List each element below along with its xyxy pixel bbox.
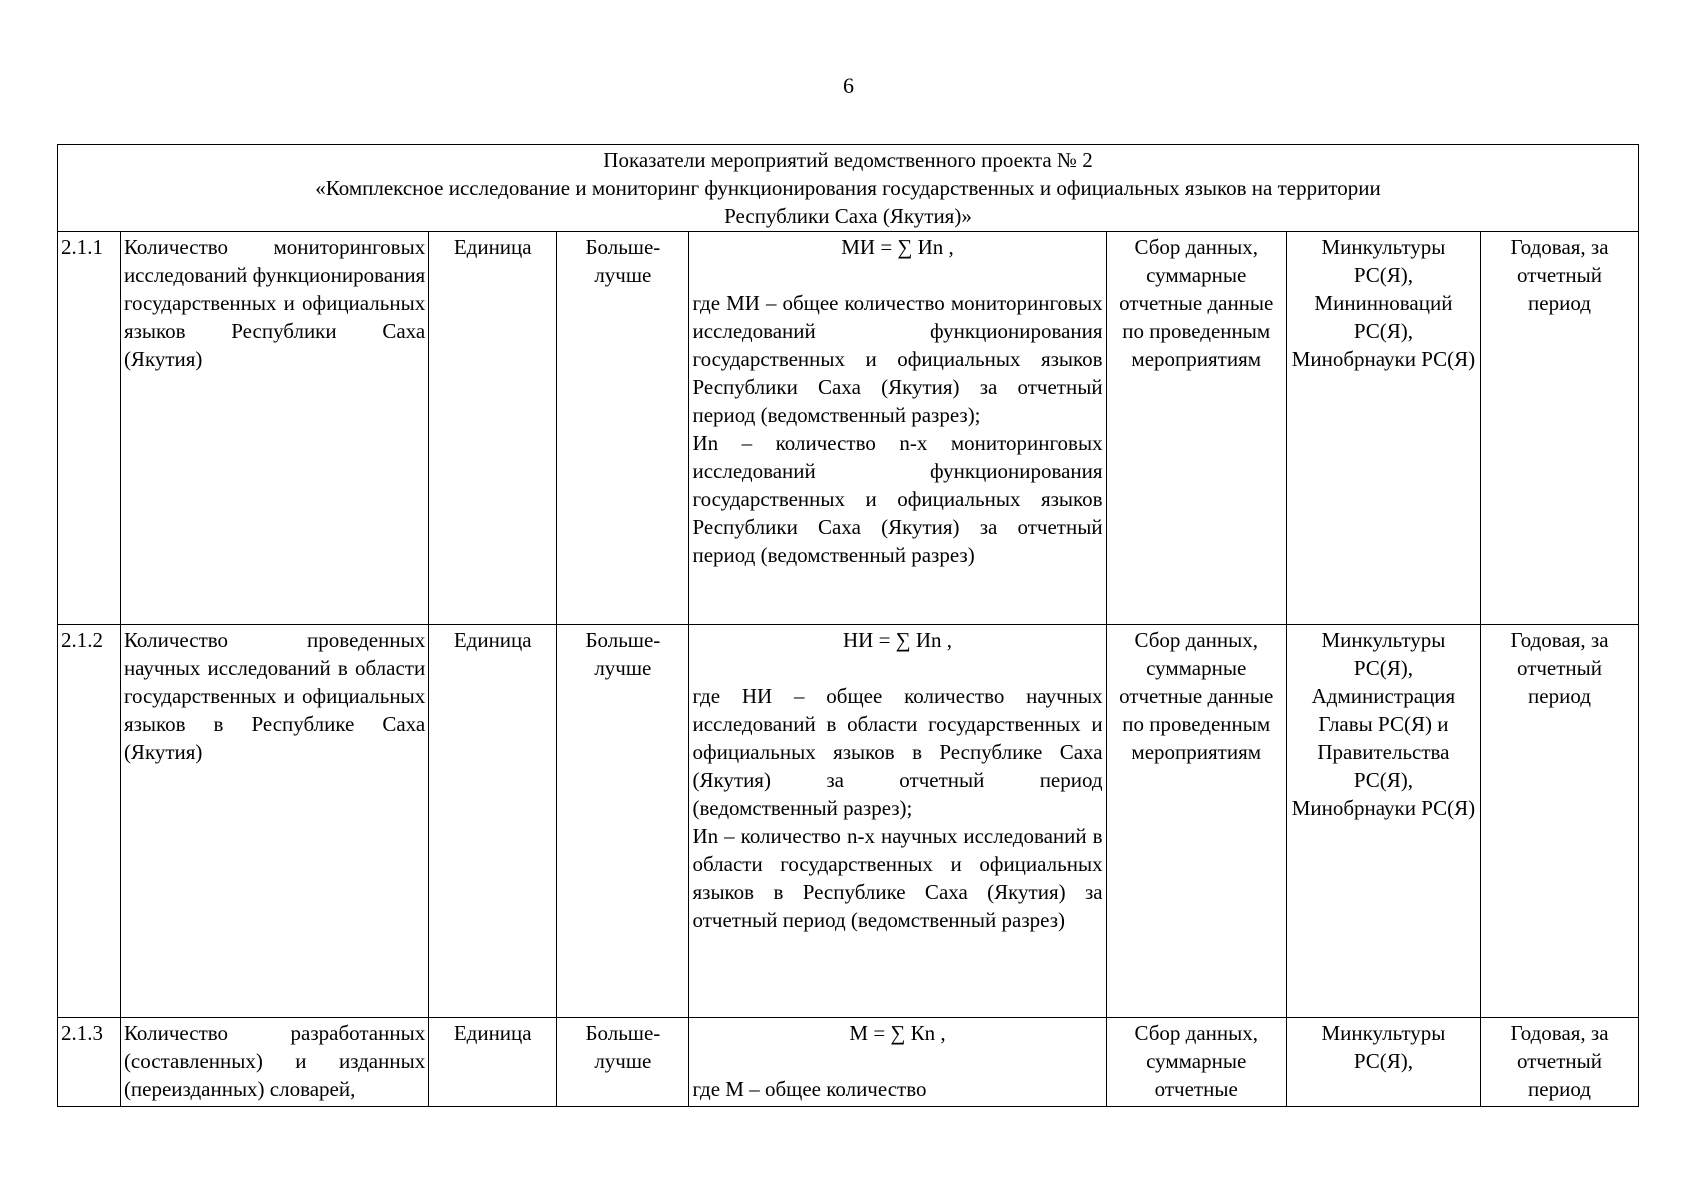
responsible-cell: Минкультуры РС(Я), bbox=[1286, 1018, 1480, 1107]
formula: М = ∑ Кn , bbox=[849, 1021, 946, 1045]
row-number: 2.1.3 bbox=[58, 1018, 121, 1107]
frequency-cell: Годовая, за отчетный период bbox=[1481, 1018, 1639, 1107]
page-number: 6 bbox=[843, 73, 854, 98]
formula: МИ = ∑ Иn , bbox=[841, 235, 954, 259]
indicator-name: Количество мониторинговых исследований функционирования государственных и официальных языков Республики Саха (Якутия) bbox=[120, 232, 428, 625]
formula-cell bbox=[689, 1018, 1106, 1107]
unit-cell: Единица bbox=[429, 232, 557, 625]
indicator-name: Количество разработанных (составленных) и изданных (переизданных) словарей, bbox=[120, 1018, 428, 1107]
table-title-line-1: Показатели мероприятий ведомственного проекта № 2 bbox=[603, 148, 1093, 172]
indicator-name: Количество проведенных научных исследований в области государственных и официальных языков в Республике Саха (Якутия) bbox=[120, 625, 428, 1018]
table-row bbox=[58, 1018, 1639, 1107]
responsible-cell: Минкультуры РС(Я), Администрация Главы РС(Я) и Правительства РС(Я), Минобрнауки РС(Я) bbox=[1286, 625, 1480, 1018]
unit-cell: Единица bbox=[429, 1018, 557, 1107]
formula-description-2: Иn – количество n-х научных исследований в области государственных и официальных языков в Республике Саха (Якутия) за отчетный период (ведомственный разрез) bbox=[692, 824, 1103, 932]
formula-description: где НИ – общее количество научных исследований в области государственных и официальных языков в Республике Саха (Якутия) за отчетный период (ведомственный разрез); bbox=[692, 684, 1103, 820]
data-source-cell: Сбор данных, суммарные отчетные данные по проведенным мероприятиям bbox=[1106, 232, 1286, 625]
row-number: 2.1.2 bbox=[58, 625, 121, 1018]
formula-description: где МИ – общее количество мониторинговых исследований функционирования государственных и официальных языков Республики Саха (Якутия) за отчетный период (ведомственный разрез); bbox=[692, 291, 1103, 427]
table-title-row bbox=[58, 145, 1639, 232]
frequency-cell: Годовая, за отчетный период bbox=[1481, 232, 1639, 625]
formula-description: где М – общее количество bbox=[692, 1077, 927, 1101]
trend-cell: Больше-лучше bbox=[557, 1018, 689, 1107]
trend-cell: Больше-лучше bbox=[557, 625, 689, 1018]
formula-description-2: Иn – количество n-х мониторинговых исследований функционирования государственных и официальных языков Республики Саха (Якутия) за отчетный период (ведомственный разрез) bbox=[692, 431, 1103, 567]
table-title-line-3: Республики Саха (Якутия)» bbox=[724, 204, 972, 228]
table-title bbox=[58, 145, 1639, 232]
table-title-line-2: «Комплексное исследование и мониторинг функционирования государственных и официальных языков на территории bbox=[315, 176, 1381, 200]
frequency-cell: Годовая, за отчетный период bbox=[1481, 625, 1639, 1018]
responsible-cell: Минкультуры РС(Я), Мининноваций РС(Я), Минобрнауки РС(Я) bbox=[1286, 232, 1480, 625]
table-row bbox=[58, 232, 1639, 625]
trend-cell: Больше-лучше bbox=[557, 232, 689, 625]
indicators-table bbox=[57, 144, 1639, 1107]
formula: НИ = ∑ Иn , bbox=[843, 628, 953, 652]
unit-cell: Единица bbox=[429, 625, 557, 1018]
formula-cell bbox=[689, 625, 1106, 1018]
formula-cell bbox=[689, 232, 1106, 625]
data-source-cell: Сбор данных, суммарные отчетные bbox=[1106, 1018, 1286, 1107]
data-source-cell: Сбор данных, суммарные отчетные данные по проведенным мероприятиям bbox=[1106, 625, 1286, 1018]
row-number: 2.1.1 bbox=[58, 232, 121, 625]
table-row bbox=[58, 625, 1639, 1018]
